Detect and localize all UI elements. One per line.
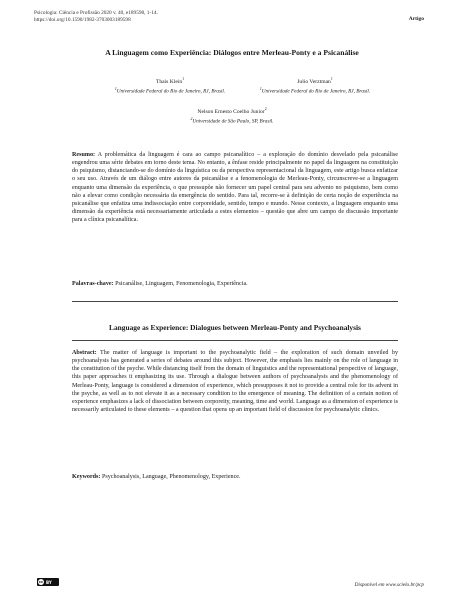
author-sup: 2 <box>264 107 267 111</box>
journal-header <box>34 10 158 24</box>
keywords-text: Psychoanalysis, Language, Phenomenology, Experience. <box>101 474 241 480</box>
by-label: BY <box>46 579 52 585</box>
author-block <box>172 106 292 126</box>
author-name: Thais Klein <box>155 78 183 85</box>
keywords-paragraph <box>72 473 398 481</box>
journal-citation: Psicologia: Ciência e Profissão 2020 v. 40, e189598, 1-14. <box>34 10 158 16</box>
article-title-portuguese: A Linguagem como Experiência: Diálogos entre Merleau-Ponty e a Psicanálise <box>105 48 359 57</box>
section-divider <box>72 340 398 341</box>
abstract-paragraph <box>72 349 398 414</box>
author-name: Julio Verztman <box>297 78 331 85</box>
resumo-text: A problemática da linguagem é cara ao campo psicanalítico – a exploração do domínio desvelado pela psicanálise engendrou uma série debates em torno deste tema. No entanto, a ênfase reside principalmente no papel da linguagem na constituição do psiquismo, distanciando-se do domínio da linguística ou da perspectiva representacional da linguagem, este artigo busca enfatizar o seu uso. Através de um diálogo entre autores da psicanálise e a fenomenologia de Merleau-Ponty, circunscreve-se a linguagem enquanto uma dimensão da experiência, o que pressupõe não fornecer um papel central para seu advento no psiquismo, bem como não a elevar como condição necessária da emergência do sentido. Para tal, recorre-se à definição de certa noção de experiência na psicanálise que enfatiza uma indissociação entre corporeidade, sentido, tempo e mundo. Nesse contexto, a linguagem enquanto uma dimensão da experiência está necessariamente articulada a estes elementos – questão que abre um campo de discussão importante para a clínica psicanalítica. <box>72 152 399 224</box>
palavras-chave-text: Psicanálise, Linguagem, Fenomenologia, Experiência. <box>115 281 248 287</box>
cc-icon: cc <box>38 580 44 584</box>
abstract-label: Abstract: <box>72 350 97 356</box>
author-name: Nelson Ernesto Coelho Junior <box>197 108 265 115</box>
author-block <box>253 76 377 96</box>
author-sup: 1 <box>182 77 185 81</box>
affiliation-sup: 2 <box>190 116 193 121</box>
affiliation-sup: 1 <box>114 86 117 91</box>
doi-link[interactable]: https://doi.org/10.1590/1982-3703003189598 <box>34 17 131 23</box>
palavras-chave-paragraph <box>72 280 398 288</box>
author-affiliation: Universidade Federal do Rio de Janeiro, RJ, Brasil. <box>261 88 371 95</box>
availability-link[interactable]: Disponível em www.scielo.br/pcp <box>354 582 424 588</box>
cc-by-icon[interactable] <box>37 578 59 586</box>
resumo-paragraph <box>72 151 398 224</box>
affiliation-sup: 1 <box>259 86 262 91</box>
resumo-label: Resumo: <box>72 152 96 158</box>
abstract-text: The matter of language is important to the psychoanalytic field – the exploration of such domain unveiled by psychoanalysis has generated a series of debates around this subject. However, the emphasis lies mainly on the role of language in the constitution of the psyche. While distancing itself from the domain of linguistics and the representational perspective of language, this paper approaches it emphasizing its use. Through a dialogue between authors of psychoanalysis and the phenomenology of Merleau-Ponty, language is considered a dimension of experience, which presupposes it not to provide a central role for its advent in the psyche, as well as to not elevate it as a necessary condition to the emergence of meaning. The definition of a certain notion of experience emphasizes a lack of dissociation between corporeity, meaning, time and world. Language as a dimension of experience is necessarily articulated to these elements – a question that opens up an important field of discussion for psychoanalytic clinics. <box>72 350 399 414</box>
author-affiliation: Universidade de São Paulo, SP, Brasil. <box>192 118 274 125</box>
author-affiliation: Universidade Federal do Rio de Janeiro, RJ, Brasil. <box>116 88 226 95</box>
article-type-label: Artigo <box>408 16 424 22</box>
section-divider <box>72 301 398 302</box>
author-block <box>110 76 230 96</box>
palavras-chave-label: Palavras-chave: <box>72 281 114 287</box>
keywords-label: Keywords: <box>72 474 101 480</box>
author-sup: 1 <box>330 77 333 81</box>
article-title-english: Language as Experience: Dialogues between Merleau-Ponty and Psychoanalysis <box>109 323 361 332</box>
